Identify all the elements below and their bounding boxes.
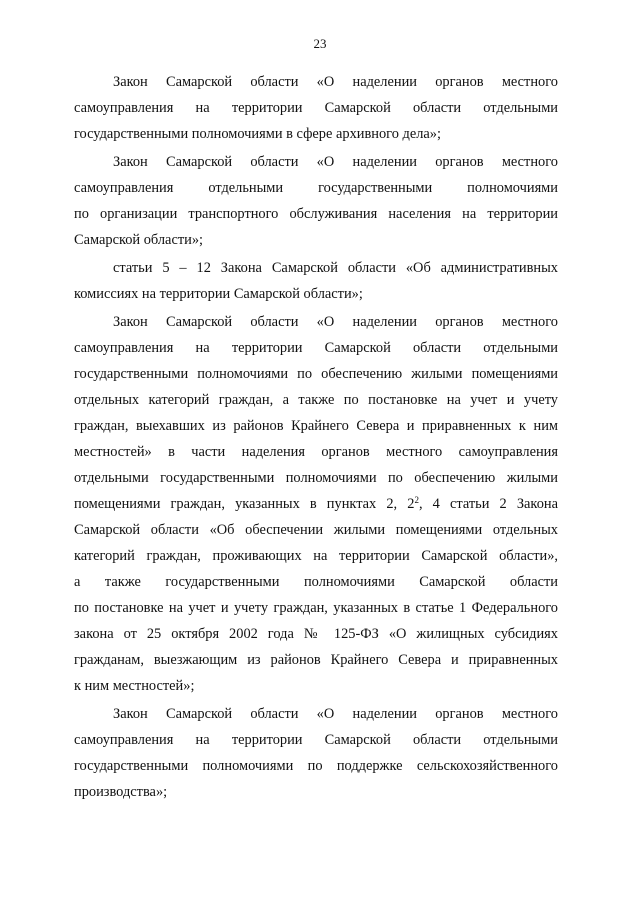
text-line: самоуправления отдельными государственными полномочиями xyxy=(74,180,558,196)
page-number: 23 xyxy=(313,36,327,51)
text-line: самоуправления на территории Самарской области отдельными xyxy=(74,732,558,748)
text-line: к ним местностей»; xyxy=(74,678,195,694)
text-line: комиссиях на территории Самарской области»; xyxy=(74,286,363,302)
text-line: статьи 5 – 12 Закона Самарской области «Об административных xyxy=(113,260,558,276)
text-line: производства»; xyxy=(74,784,168,800)
text-line: гражданам, выезжающим из районов Крайнего Севера и приравненных xyxy=(74,652,558,668)
paragraph xyxy=(74,309,558,699)
document-body xyxy=(74,69,558,805)
text-line: самоуправления на территории Самарской области отдельными xyxy=(74,100,558,116)
paragraph xyxy=(74,255,558,307)
text-line: Закон Самарской области «О наделении органов местного xyxy=(113,154,558,170)
text-line: отдельными государственными полномочиями по обеспечению жилыми xyxy=(74,470,558,486)
text-line: государственными полномочиями по поддержке сельскохозяйственного xyxy=(74,758,558,774)
text-line: Закон Самарской области «О наделении органов местного xyxy=(113,706,558,722)
paragraph xyxy=(74,69,558,147)
paragraph xyxy=(74,701,558,805)
text-line-end: , 4 статьи 2 Закона xyxy=(418,496,558,512)
text-line: закона от 25 октября 2002 года № 125-ФЗ «О жилищных субсидиях xyxy=(74,626,558,642)
text-line-start: помещениями граждан, указанных в пунктах 2, 2 xyxy=(74,496,415,512)
superscript: 2 xyxy=(414,495,419,505)
text-line: самоуправления на территории Самарской области отдельными xyxy=(74,340,558,356)
paragraph xyxy=(74,149,558,253)
text-line: Самарской области»; xyxy=(74,232,204,248)
text-line: по организации транспортного обслуживания населения на территории xyxy=(74,206,558,222)
text-line: категорий граждан, проживающих на территории Самарской области», xyxy=(74,548,558,564)
text-line: Закон Самарской области «О наделении органов местного xyxy=(113,74,558,90)
text-line: по постановке на учет и учету граждан, указанных в статье 1 Федерального xyxy=(74,600,558,616)
text-line: Самарской области «Об обеспечении жилыми помещениями отдельных xyxy=(74,522,558,538)
text-line: а также государственными полномочиями Самарской области xyxy=(74,574,558,590)
text-line: граждан, выехавших из районов Крайнего Севера и приравненных к ним xyxy=(74,418,558,434)
text-line: государственными полномочиями в сфере архивного дела»; xyxy=(74,126,441,142)
text-line: Закон Самарской области «О наделении органов местного xyxy=(113,314,558,330)
text-line: государственными полномочиями по обеспечению жилыми помещениями xyxy=(74,366,558,382)
text-line: местностей» в части наделения органов местного самоуправления xyxy=(74,444,558,460)
text-line-with-superscript xyxy=(74,491,558,517)
text-line: отдельных категорий граждан, а также по постановке на учет и учету xyxy=(74,392,558,408)
